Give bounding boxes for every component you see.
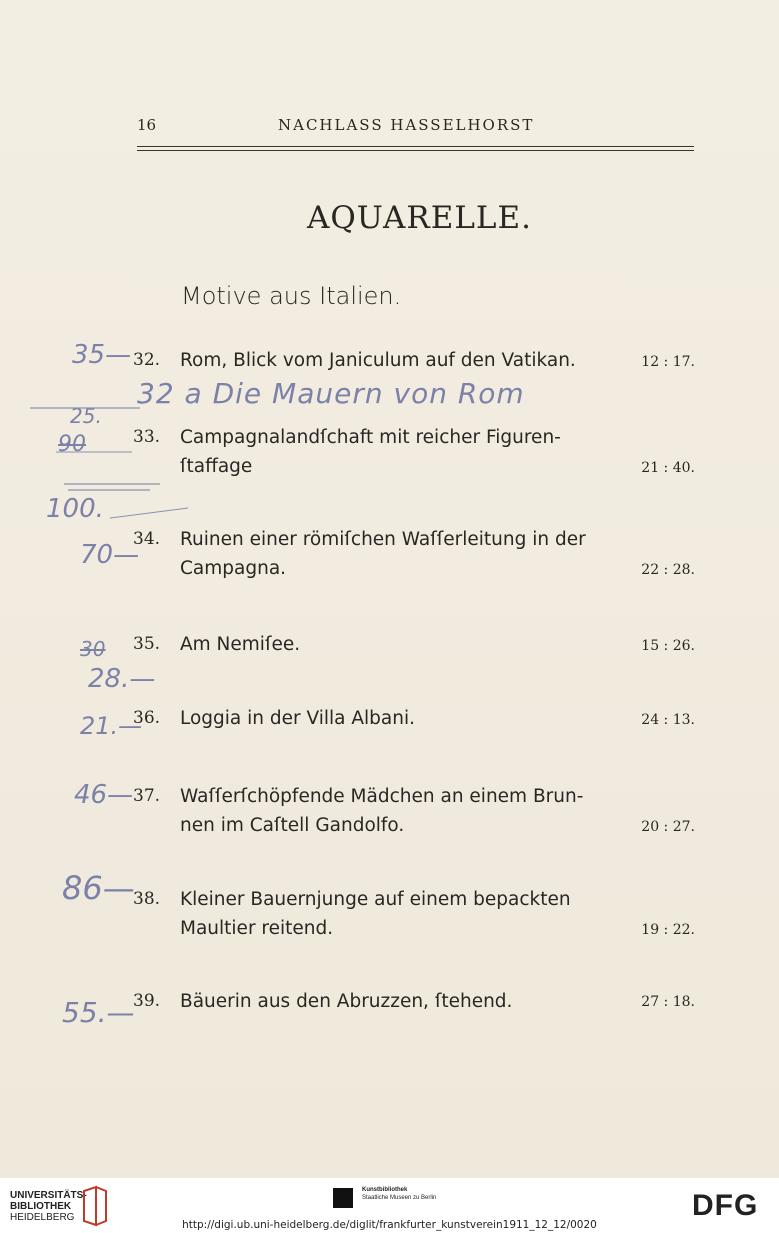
pencil-price: 100. — [46, 494, 104, 524]
entry-size: 22 : 28. — [641, 562, 695, 578]
entry-text: Kleiner Bauernjunge auf einem bepackten — [180, 889, 571, 910]
entry-text: Ruinen einer römiſchen Waſſerleitung in der — [180, 529, 586, 550]
entry-text-cont: Campagna. — [180, 558, 287, 579]
ub-line1: UNIVERSITÄTS- — [10, 1190, 87, 1201]
entry-number: 39. — [133, 991, 161, 1011]
pencil-price: 28.— — [88, 664, 156, 694]
running-title: NACHLASS HASSELHORST — [278, 116, 535, 134]
entry-size: 20 : 27. — [641, 819, 695, 835]
entry-size: 19 : 22. — [641, 922, 695, 938]
pencil-price: 25. — [70, 404, 102, 428]
entry-text: Am Nemiſee. — [180, 634, 301, 655]
pencil-price: 70— — [80, 540, 140, 570]
section-title: AQUARELLE. — [307, 200, 532, 236]
section-subtitle: Motive aus Italien. — [181, 282, 402, 310]
pencil-price-struck: 30 — [80, 637, 106, 661]
kb-line1: Kunstbibliothek — [362, 1187, 408, 1193]
entry-number: 33. — [133, 427, 161, 447]
entry-text-cont: nen im Caſtell Gandolfo. — [180, 815, 405, 836]
entry-number: 34. — [133, 529, 161, 549]
digitization-footer — [0, 1178, 779, 1233]
entry-text-cont: ſtaffage — [180, 456, 253, 477]
kb-line2: Staatliche Museen zu Berlin — [362, 1195, 437, 1201]
entry-text: Bäuerin aus den Abruzzen, ſtehend. — [180, 991, 513, 1012]
pencil-price: 55.— — [62, 996, 135, 1029]
entry-size: 24 : 13. — [641, 712, 695, 728]
kunstbibliothek-logo-icon — [333, 1188, 353, 1208]
entry-number: 38. — [133, 889, 161, 909]
entry-text: Campagnalandſchaft mit reicher Figuren- — [180, 427, 561, 448]
entry-size: 21 : 40. — [641, 460, 695, 476]
entry-text: Rom, Blick vom Janiculum auf den Vatikan. — [180, 350, 576, 371]
entry-text: Loggia in der Villa Albani. — [180, 708, 416, 729]
kunstbibliothek-label[interactable] — [362, 1186, 436, 1202]
dfg-logo[interactable]: DFG — [692, 1189, 759, 1222]
pencil-price: 86— — [62, 869, 135, 907]
pencil-price: 35— — [72, 340, 132, 370]
page-number: 16 — [137, 116, 157, 134]
pencil-added-entry: 32 a Die Mauern von Rom — [137, 377, 525, 410]
entry-text-cont: Maultier reitend. — [180, 918, 334, 939]
entry-number: 37. — [133, 786, 161, 806]
entry-size: 12 : 17. — [641, 354, 695, 370]
ub-line3: HEIDELBERG — [10, 1212, 75, 1223]
pencil-price: 46— — [74, 780, 134, 810]
entry-text: Waſſerſchöpfende Mädchen an einem Brun- — [180, 786, 584, 807]
entry-size: 15 : 26. — [641, 638, 695, 654]
permalink-url[interactable]: http://digi.ub.uni-heidelberg.de/diglit/frankfurter_kunstverein1911_12_12/0020 — [182, 1219, 597, 1231]
entry-number: 35. — [133, 634, 161, 654]
pencil-price: 21.— — [80, 712, 143, 740]
ub-line2: BIBLIOTHEK — [10, 1201, 72, 1212]
entry-number: 36. — [133, 708, 161, 728]
pencil-price-struck: 90 — [58, 432, 86, 457]
entry-number: 32. — [133, 350, 161, 370]
entry-size: 27 : 18. — [641, 994, 695, 1010]
